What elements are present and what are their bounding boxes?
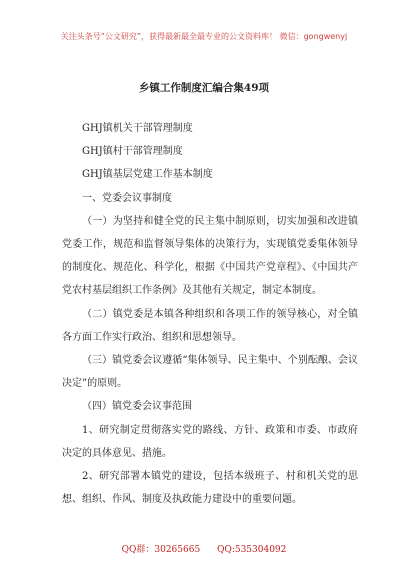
- paragraph: GHJ镇基层党建工作基本制度: [82, 169, 213, 181]
- footer-qq-group: QQ群：30265665: [121, 545, 201, 555]
- header-note: 关注头条号“公文研究”，获得最新最全最专业的公文资料库！ 微信：gongwenyj: [60, 32, 348, 41]
- paragraph: GHJ镇机关干部管理制度: [82, 123, 193, 134]
- document-title: 乡镇工作制度汇编合集49项: [138, 82, 270, 94]
- paragraph: （一）为坚持和健全党的民主集中制原则，切实加强和改进镇党委工作，规范和监督领导集体的决策行为，实现镇党委集体领导的制度化、规范化、科学化，根据《中国共产党章程》、《中国共产党农村基层组织工作条例》及其他有关规定，制定本制度。: [62, 215, 358, 297]
- footer-qq-contact: QQ:535304092: [217, 545, 287, 555]
- document-body: [62, 117, 358, 511]
- subsection-heading: （四）镇党委会议事范围: [82, 401, 192, 413]
- paragraph: 1、研究制定贯彻落实党的路线、方针、政策和市委、市政府决定的具体意见、措施。: [62, 424, 358, 459]
- section-heading: 一、党委会议事制度: [82, 192, 172, 204]
- paragraph: GHJ镇村干部管理制度: [82, 146, 183, 158]
- footer-note: [0, 542, 408, 555]
- paragraph: （三）镇党委会议遵循“集体领导、民主集中、个别酝酿、会议决定”的原则。: [62, 355, 358, 390]
- paragraph: 2、研究部署本镇党的建设，包括本级班子、村和机关党的思想、组织、作风、制度及执政能力建设中的重要问题。: [62, 471, 358, 506]
- paragraph: （二）镇党委是本镇各种组织和各项工作的领导核心，对全镇各方面工作实行政治、组织和思想领导。: [62, 308, 358, 343]
